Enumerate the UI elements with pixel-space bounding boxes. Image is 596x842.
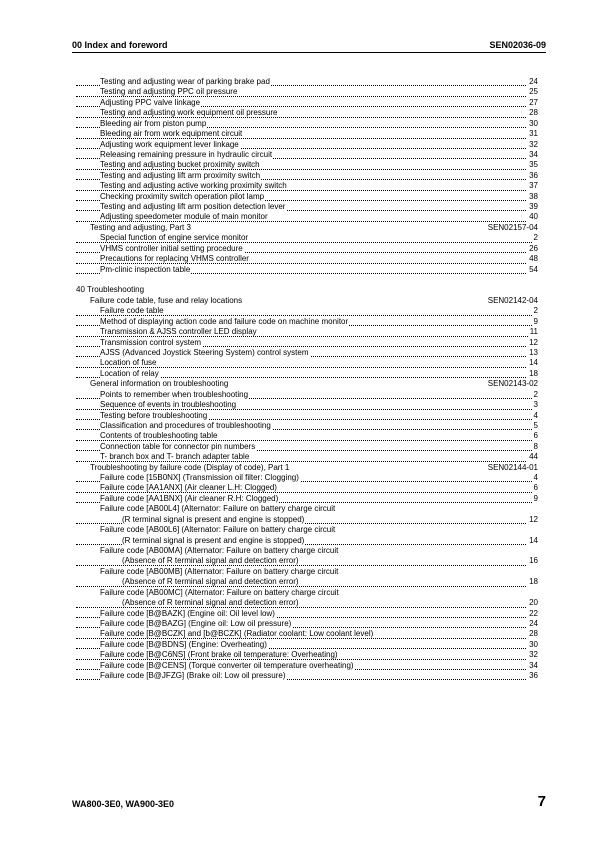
dot-leader	[76, 221, 538, 222]
toc-entry-title: Testing and adjusting work equipment oil pressure	[100, 108, 278, 118]
toc-entry[interactable]	[76, 390, 538, 400]
toc-entry-title: Pm-clinic inspection table	[100, 264, 191, 274]
toc-entry[interactable]	[76, 431, 538, 441]
toc-entry[interactable]	[76, 129, 538, 139]
toc-document-code: SEN02144-01	[487, 462, 538, 472]
toc-section[interactable]	[76, 463, 538, 473]
toc-entry[interactable]	[76, 160, 538, 170]
toc-page-number: 35	[529, 160, 538, 170]
toc-page-number: 20	[529, 598, 538, 608]
toc-entry-title: Points to remember when troubleshooting	[100, 389, 249, 399]
toc-page-number: 6	[533, 431, 538, 441]
toc-entry[interactable]	[76, 442, 538, 452]
toc-entry[interactable]	[76, 254, 538, 264]
toc-page-number: 30	[529, 639, 538, 649]
toc-entry-title: Failure code [B@BDNS] (Engine: Overheating)	[100, 639, 267, 649]
toc-entry[interactable]	[76, 202, 538, 212]
toc-spacer	[76, 275, 538, 285]
toc-chapter[interactable]	[76, 285, 538, 295]
toc-entry[interactable]	[76, 411, 538, 421]
toc-entry-title: Method of displaying action code and failure code on machine monitor	[100, 316, 349, 326]
toc-entry-title: (Absence of R terminal signal and detection error)	[122, 577, 299, 587]
toc-entry-title: Failure code [B@JFZG] (Brake oil: Low oil pressure)	[100, 671, 286, 681]
toc-entry[interactable]	[76, 265, 538, 275]
toc-entry-title: Releasing remaining pressure in hydraulic circuit	[100, 149, 273, 159]
toc-entry[interactable]	[76, 98, 538, 108]
toc-page-number: 48	[529, 254, 538, 264]
toc-entry[interactable]	[76, 358, 538, 368]
toc-entry[interactable]	[76, 556, 538, 566]
toc-entry-title: Failure code [AB00L4] (Alternator: Failure on battery charge circuit	[100, 504, 336, 514]
toc-entry-title: Precautions for replacing VHMS controller	[100, 254, 249, 264]
toc-entry[interactable]	[76, 212, 538, 222]
toc-page-number: 18	[529, 368, 538, 378]
toc-section[interactable]	[76, 379, 538, 389]
toc-page-number: 3	[533, 400, 538, 410]
toc-page-number: 28	[529, 108, 538, 118]
model-label: WA800-3E0, WA900-3E0	[72, 799, 175, 809]
toc-page-number: 8	[533, 441, 538, 451]
toc-entry-title: Failure code [B@BAZK] (Engine oil: Oil level low)	[100, 608, 275, 618]
toc-entry[interactable]	[76, 244, 538, 254]
toc-page-number: 37	[529, 181, 538, 191]
toc-entry-title: Transmission control system	[100, 337, 202, 347]
toc-entry-title: Failure code [B@CENS] (Torque converter oil temperature overheating)	[100, 660, 354, 670]
toc-entry[interactable]	[76, 77, 538, 87]
toc-entry[interactable]	[76, 640, 538, 650]
toc-entry-title: (Absence of R terminal signal and detection error)	[122, 598, 299, 608]
toc-entry[interactable]	[76, 588, 538, 598]
toc-entry-title: Testing and adjusting wear of parking brake pad	[100, 77, 270, 86]
toc-page-number: 4	[533, 473, 538, 483]
toc-entry-title: Failure code [B@BAZG] (Engine oil: Low oil pressure)	[100, 618, 292, 628]
toc-entry-title: Testing and adjusting lift arm proximity switch	[100, 170, 261, 180]
toc-entry-title: Classification and procedures of troubleshooting	[100, 420, 271, 430]
toc-page-number: 24	[529, 618, 538, 628]
toc-entry[interactable]	[76, 233, 538, 243]
toc-entry-title: Failure code [B@BCZK] and [b@BCZK] (Radiator coolant: Low coolant level)	[100, 629, 374, 639]
toc-page-number: 9	[533, 493, 538, 503]
toc-entry-title: Failure code [AA1ANX] (Air cleaner L.H: Clogged)	[100, 483, 277, 493]
toc-entry-title: Failure code [15B0NX] (Transmission oil filter: Clogging)	[100, 473, 299, 483]
toc-page-number: 2	[533, 233, 538, 243]
toc-page-number: 16	[529, 556, 538, 566]
toc-entry[interactable]	[76, 536, 538, 546]
toc-document-code: SEN02143-02	[487, 379, 538, 389]
toc-entry[interactable]	[76, 150, 538, 160]
toc-page-number: 40	[529, 212, 538, 222]
toc-entry-title: T- branch box and T- branch adapter table	[100, 452, 250, 462]
toc-page-number: 22	[529, 608, 538, 618]
toc-entry[interactable]	[76, 494, 538, 504]
toc-entry[interactable]	[76, 483, 538, 493]
toc-entry[interactable]	[76, 473, 538, 483]
toc-entry[interactable]	[76, 108, 538, 118]
toc-entry[interactable]	[76, 400, 538, 410]
toc-entry-title: Failure code [B@C6NS] (Front brake oil temperature: Overheating)	[100, 650, 338, 660]
toc-entry[interactable]	[76, 369, 538, 379]
toc-entry[interactable]	[76, 452, 538, 462]
toc-page-number: 34	[529, 149, 538, 159]
toc-entry-title: Testing and adjusting PPC oil pressure	[100, 87, 238, 97]
toc-entry[interactable]	[76, 661, 538, 671]
toc-page-number: 4	[533, 410, 538, 420]
toc-entry-title: Failure code [AA1BNX] (Air cleaner R.H: Clogged)	[100, 493, 279, 503]
dot-leader	[76, 492, 538, 493]
toc-entry[interactable]	[76, 87, 538, 97]
toc-page-number: 24	[529, 77, 538, 86]
document-code: SEN02036-09	[489, 40, 546, 50]
toc-page-number: 36	[529, 671, 538, 681]
toc-entry-title: Testing and adjusting, Part 3	[90, 222, 191, 232]
toc-entry-title: Failure code [AB00L6] (Alternator: Failure on battery charge circuit	[100, 525, 336, 535]
toc-entry[interactable]	[76, 306, 538, 316]
toc-page-number: 28	[529, 629, 538, 639]
toc-page-number: 6	[533, 483, 538, 493]
toc-document-code: SEN02157-04	[487, 222, 538, 232]
toc-entry-title: Bleeding air from work equipment circuit	[100, 129, 243, 139]
toc-entry-title: VHMS controller initial setting procedure	[100, 243, 243, 253]
toc-page-number: 2	[533, 389, 538, 399]
toc-entry-title: (Absence of R terminal signal and detection error)	[122, 556, 299, 566]
toc-page-number: 34	[529, 660, 538, 670]
page-header	[72, 37, 546, 51]
toc-entry-title: Location of fuse	[100, 358, 157, 368]
toc-entry[interactable]	[76, 598, 538, 608]
toc-entry-title: Testing and adjusting active working proximity switch	[100, 181, 287, 191]
toc-entry[interactable]	[76, 119, 538, 129]
toc-page-number: 32	[529, 650, 538, 660]
toc-page-number: 14	[529, 358, 538, 368]
toc-section[interactable]	[76, 296, 538, 306]
toc-entry[interactable]	[76, 671, 538, 681]
toc-entry-title: AJSS (Advanced Joystick Steering System) control system	[100, 347, 309, 357]
toc-page-number: 12	[529, 514, 538, 524]
toc-page-number: 39	[529, 202, 538, 212]
toc-entry-title: Contents of troubleshooting table	[100, 431, 218, 441]
page-footer	[72, 795, 546, 815]
toc-page-number: 2	[533, 306, 538, 316]
toc-page-number: 36	[529, 170, 538, 180]
toc-entry-title: (R terminal signal is present and engine is stopped)	[122, 514, 305, 524]
toc-entry[interactable]	[76, 421, 538, 431]
toc-page-number: 9	[533, 316, 538, 326]
toc-page-number: 14	[529, 535, 538, 545]
toc-entry[interactable]	[76, 348, 538, 358]
toc-entry[interactable]	[76, 317, 538, 327]
toc-entry-title: Testing before troubleshooting	[100, 410, 208, 420]
toc-document-code: SEN02142-04	[487, 295, 538, 305]
toc-entry[interactable]	[76, 171, 538, 181]
toc-entry-title: Failure code table	[100, 306, 164, 316]
toc-page-number: 12	[529, 337, 538, 347]
toc-entry-title: Testing and adjusting lift arm position detection lever	[100, 202, 286, 212]
toc-entry-title: Connection table for connector pin numbers	[100, 441, 256, 451]
toc-entry[interactable]	[76, 192, 538, 202]
toc-entry-title: Failure code [AB00MC] (Alternator: Failure on battery charge circuit	[100, 587, 339, 597]
toc-page-number: 27	[529, 97, 538, 107]
toc-page-number: 30	[529, 118, 538, 128]
toc-entry-title: Adjusting PPC valve linkage	[100, 97, 201, 107]
toc-page-number: 26	[529, 243, 538, 253]
toc-entry[interactable]	[76, 338, 538, 348]
toc-page-number: 38	[529, 191, 538, 201]
toc-entry[interactable]	[76, 609, 538, 619]
toc-entry[interactable]	[76, 181, 538, 191]
toc-entry-title: Checking proximity switch operation pilot lamp	[100, 191, 265, 201]
toc-entry-title: Special function of engine service monitor	[100, 233, 249, 243]
toc-entry-title: Adjusting speedometer module of main monitor	[100, 212, 268, 222]
toc-entry[interactable]	[76, 327, 538, 337]
toc-entry-title: Troubleshooting by failure code (Display of code), Part 1	[90, 462, 290, 472]
toc-entry-title: Sequence of events in troubleshooting	[100, 400, 237, 410]
toc-entry[interactable]	[76, 577, 538, 587]
table-of-contents	[76, 77, 538, 681]
toc-entry[interactable]	[76, 567, 538, 577]
toc-page-number: 31	[529, 129, 538, 139]
section-title: 00 Index and foreword	[72, 40, 168, 50]
toc-page-number: 5	[533, 420, 538, 430]
toc-entry-title: Adjusting work equipment lever linkage	[100, 139, 239, 149]
toc-page-number: 18	[529, 577, 538, 587]
toc-page-number: 11	[529, 327, 538, 337]
toc-page-number: 54	[529, 264, 538, 274]
toc-entry-title: Testing and adjusting bucket proximity switch	[100, 160, 260, 170]
toc-page-number: 25	[529, 87, 538, 97]
toc-entry-title: Failure code [AB00MB] (Alternator: Failure on battery charge circuit	[100, 566, 339, 576]
toc-entry-title: Bleeding air from piston pump	[100, 118, 207, 128]
toc-entry-title: General information on troubleshooting	[90, 379, 229, 389]
toc-entry[interactable]	[76, 515, 538, 525]
toc-entry[interactable]	[76, 619, 538, 629]
toc-entry[interactable]	[76, 650, 538, 660]
toc-page-number: 13	[529, 347, 538, 357]
toc-entry-title: 40 Troubleshooting	[76, 285, 145, 295]
page-number: 7	[537, 793, 546, 810]
header-divider	[72, 52, 546, 53]
toc-entry[interactable]	[76, 546, 538, 556]
toc-section[interactable]	[76, 223, 538, 233]
toc-page-number: 44	[529, 452, 538, 462]
toc-entry[interactable]	[76, 140, 538, 150]
toc-entry[interactable]	[76, 525, 538, 535]
toc-entry-title: Transmission & AJSS controller LED display	[100, 327, 257, 337]
toc-entry-title: (R terminal signal is present and engine is stopped)	[122, 535, 305, 545]
toc-entry-title: Failure code table, fuse and relay locations	[90, 295, 243, 305]
toc-entry-title: Failure code [AB00MA] (Alternator: Failure on battery charge circuit	[100, 545, 339, 555]
toc-entry-title: Location of relay	[100, 368, 159, 378]
toc-entry[interactable]	[76, 504, 538, 514]
toc-page-number: 32	[529, 139, 538, 149]
toc-entry[interactable]	[76, 629, 538, 639]
